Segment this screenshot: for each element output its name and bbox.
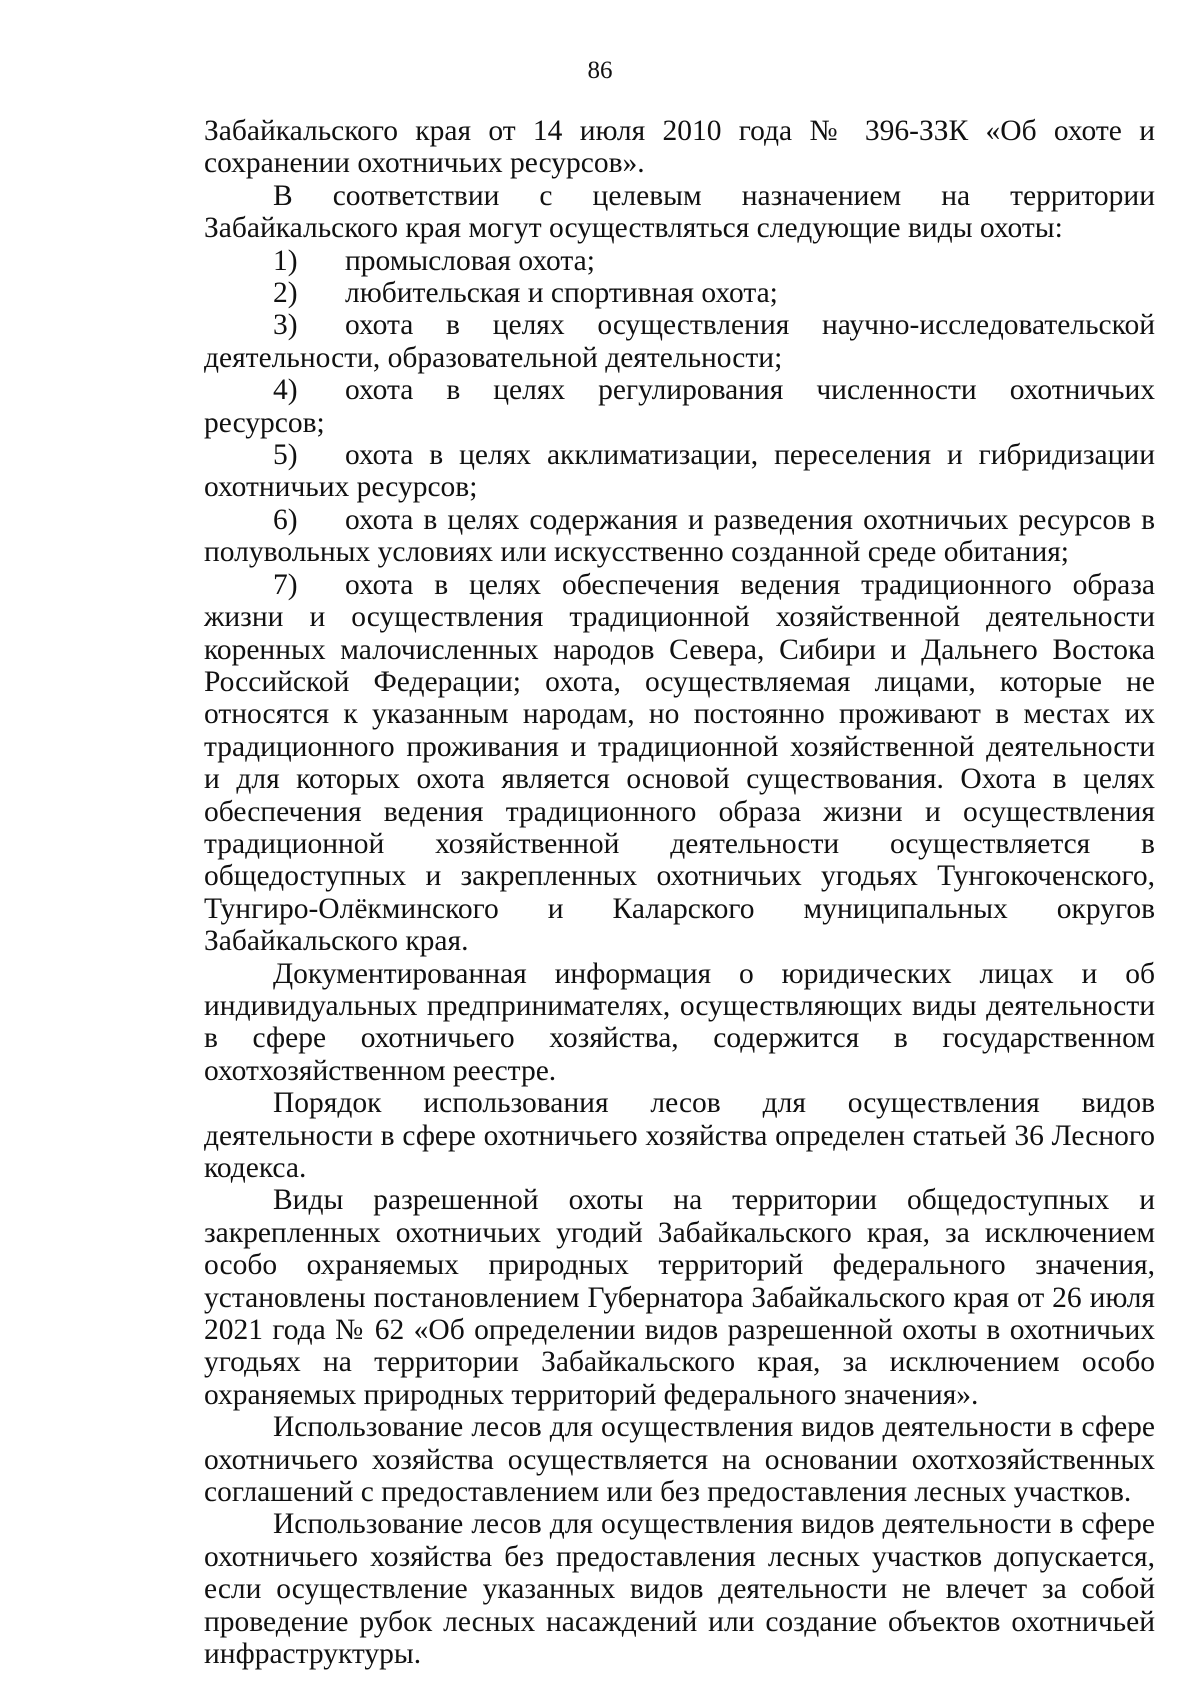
list-item [204, 277, 1155, 309]
list-item-number: 5) [273, 439, 298, 472]
list-item-number: 3) [273, 309, 298, 342]
paragraph-permitted-hunting: Виды разрешенной охоты на территории общедоступных и закрепленных охотничьих угодий Забайкальского края, за исключением особо охраняемых природных территорий федерального значения, установлены постановлением Губернатора Забайкальского края от 26 июля 2021 года № 62 «Об определении видов разрешенной охоты в охотничьих угодьях на территории Забайкальского края, за исключением особо охраняемых природных территорий федерального значения». [204, 1184, 1155, 1411]
list-item-text: охота в целях акклиматизации, переселения и гибридизации охотничьих ресурсов; [204, 439, 1155, 504]
list-item-number: 2) [273, 277, 298, 310]
list-item [204, 439, 1155, 504]
list-item-text: охота в целях осуществления научно-исследовательской деятельности, образовательной деятельности; [204, 309, 1155, 374]
list-item-text: промысловая охота; [345, 244, 595, 277]
list-item-text: охота в целях регулирования численности охотничьих ресурсов; [204, 374, 1155, 439]
paragraph-hunting-agreements: Использование лесов для осуществления видов деятельности в сфере охотничьего хозяйства осуществляется на основании охотхозяйственных соглашений с предоставлением или без предоставления лесных участков. [204, 1411, 1155, 1509]
paragraph-forest-use-order: Порядок использования лесов для осуществления видов деятельности в сфере охотничьего хозяйства определен статьей 36 Лесного кодекса. [204, 1087, 1155, 1184]
list-item [204, 309, 1155, 374]
page-number: 86 [587, 57, 613, 84]
list-item-number: 4) [273, 374, 298, 407]
document-body [204, 115, 1155, 1671]
list-item [204, 245, 1155, 277]
paragraph-hunting-types-intro: В соответствии с целевым назначением на территории Забайкальского края могут осуществляться следующие виды охоты: [204, 179, 1155, 245]
list-item [204, 504, 1155, 569]
list-item-number: 7) [273, 568, 298, 601]
list-item-text: охота в целях содержания и разведения охотничьих ресурсов в полувольных условиях или искусственно созданной среде обитания; [204, 503, 1155, 569]
paragraph-registry: Документированная информация о юридических лицах и об индивидуальных предпринимателях, осуществляющих виды деятельности в сфере охотничьего хозяйства, содержится в государственном охотхозяйственном реестре. [204, 957, 1155, 1087]
list-item-text: любительская и спортивная охота; [345, 277, 778, 310]
list-item [204, 569, 1155, 958]
list-item-text: охота в целях обеспечения ведения традиционного образа жизни и осуществления традиционной хозяйственной деятельности коренных малочисленных народов Севера, Сибири и Дальнего Востока Российской Федерации; охота, осуществляемая лицами, которые не относятся к указанным народам, но постоянно проживают в местах их традиционного проживания и традиционной хозяйственной деятельности и для которых охота является основой существования. Охота в целях обеспечения ведения традиционного образа жизни и осуществления традиционной хозяйственной деятельности осуществляется в общедоступных и закрепленных охотничьих угодьях Тунгокоченского, Тунгиро-Олёкминского и Каларского муниципальных округов Забайкальского края. [204, 568, 1155, 958]
list-item-number: 1) [273, 244, 298, 277]
paragraph-law-reference: Забайкальского края от 14 июля 2010 года № 396-ЗЗК «Об охоте и сохранении охотничьих ресурсов». [204, 115, 1155, 180]
list-item-number: 6) [273, 503, 298, 536]
paragraph-no-plot-use: Использование лесов для осуществления видов деятельности в сфере охотничьего хозяйства без предоставления лесных участков допускается, если осуществление указанных видов деятельности не влечет за собой проведение рубок лесных насаждений или создание объектов охотничьей инфраструктуры. [204, 1508, 1155, 1671]
list-item [204, 374, 1155, 439]
